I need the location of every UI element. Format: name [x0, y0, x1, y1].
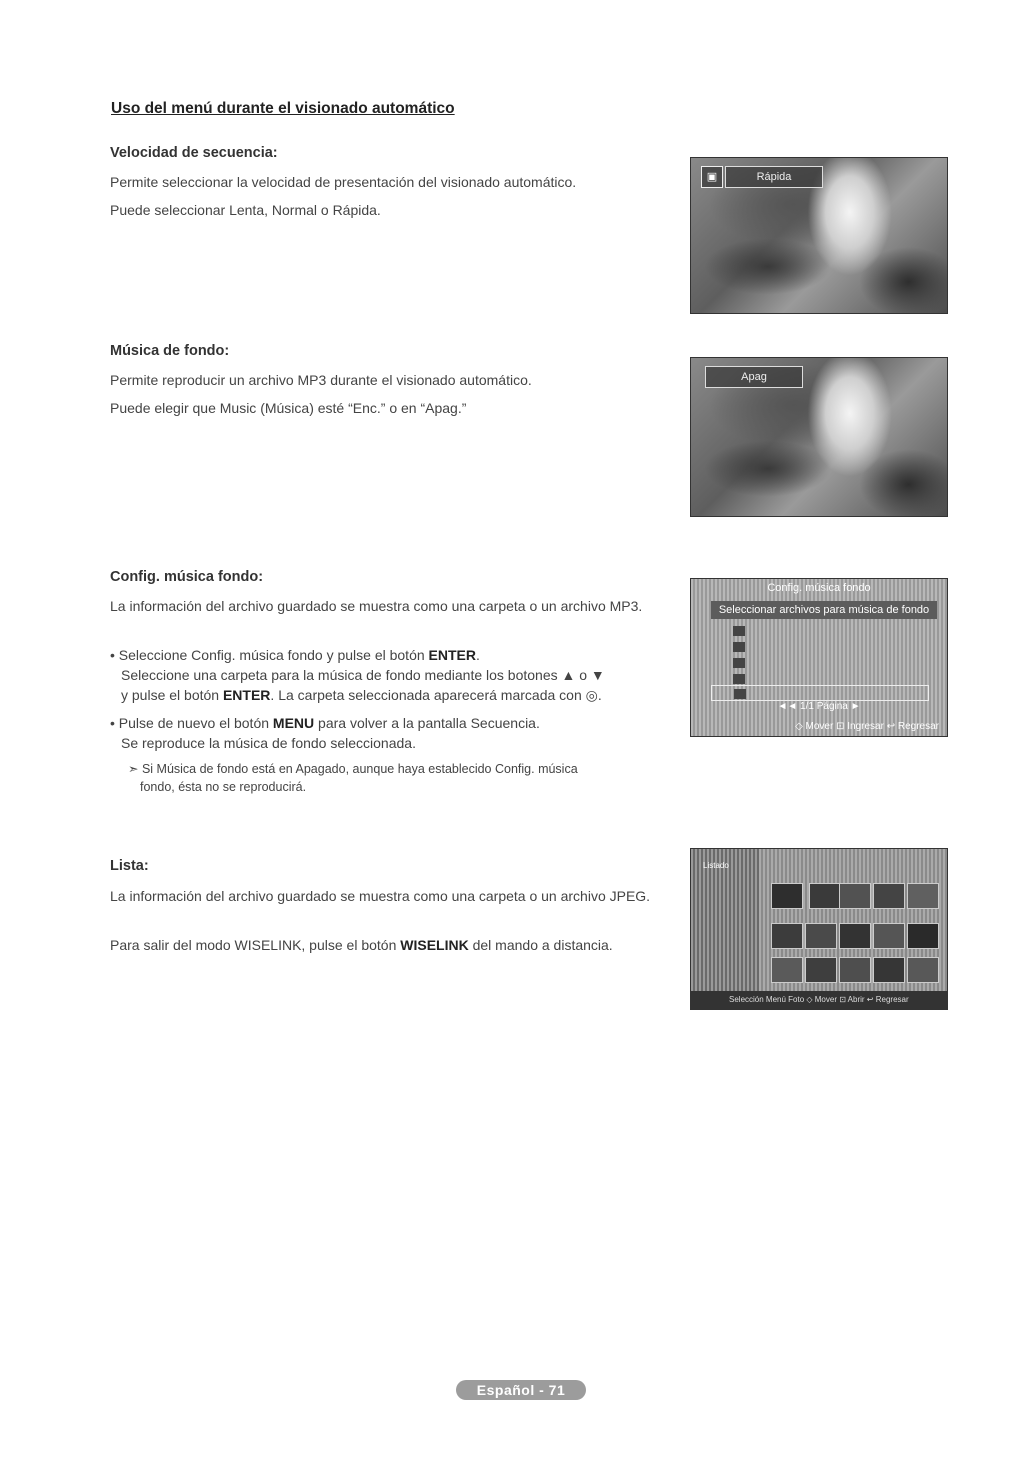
menu-key: MENU	[272, 715, 315, 731]
velocidad-text-2: Puede seleccionar Lenta, Normal o Rápida.	[110, 202, 381, 218]
list-sidebar-label: Listado	[703, 861, 729, 870]
config-bullet-1	[110, 645, 670, 705]
dialog-row	[711, 671, 927, 685]
config-bullet-2-b: para volver a la pantalla Secuencia.	[314, 715, 540, 731]
page-title: Uso del menú durante el visionado automático	[111, 100, 455, 117]
lista-text-2	[110, 935, 670, 955]
slideshow-icon: ▣	[701, 166, 723, 188]
thumbnail	[805, 923, 837, 949]
lista-text-1: La información del archivo guardado se muestra como una carpeta o un archivo JPEG.	[110, 888, 651, 904]
enter-key-2: ENTER	[222, 687, 271, 703]
config-text-1: La información del archivo guardado se muestra como una carpeta o un archivo MP3.	[110, 598, 643, 614]
thumbnail	[839, 883, 871, 909]
musica-text-1: Permite reproducir un archivo MP3 durante el visionado automático.	[110, 372, 532, 388]
thumbnail	[873, 957, 905, 983]
dialog-row-selected	[711, 685, 929, 701]
musica-heading: Música de fondo:	[110, 343, 230, 359]
thumbnail	[907, 883, 939, 909]
dialog-title: Config. música fondo	[767, 582, 871, 594]
config-note	[128, 760, 668, 796]
page-number: Español - 71	[456, 1380, 586, 1400]
config-bullet-2-a: • Pulse de nuevo el botón	[110, 715, 273, 731]
dialog-page: ◄◄ 1/1 Página ►	[777, 701, 861, 712]
list-footer: Selección Menú Foto ◇ Mover ⊡ Abrir ↩ Regresar	[691, 991, 947, 1009]
thumbnail	[907, 923, 939, 949]
config-bullet-2	[110, 713, 670, 753]
config-bullet-2-c: Se reproduce la música de fondo seleccionada.	[121, 735, 416, 751]
config-bullet-1-b: .	[476, 647, 480, 663]
musica-text-2: Puede elegir que Music (Música) esté “Enc.” o en “Apag.”	[110, 400, 467, 416]
config-bullet-1-e: . La carpeta seleccionada aparecerá marcada con ◎.	[270, 687, 602, 703]
enter-key-1: ENTER	[428, 647, 476, 663]
config-heading: Config. música fondo:	[110, 569, 264, 585]
config-bullet-1-c: Seleccione una carpeta para la música de fondo mediante los botones ▲ o ▼	[121, 667, 605, 683]
lista-heading: Lista:	[110, 858, 149, 874]
lista-text-2-b: del mando a distancia.	[468, 937, 613, 953]
dialog-row	[711, 623, 927, 637]
thumbnail	[809, 883, 841, 909]
config-note-b: fondo, ésta no se reproducirá.	[140, 780, 307, 794]
thumbnail	[771, 957, 803, 983]
thumbnail	[805, 957, 837, 983]
lista-screenshot	[690, 848, 948, 1010]
velocidad-screenshot	[690, 157, 948, 314]
thumbnail	[839, 923, 871, 949]
music-osd: Apag	[705, 366, 803, 388]
config-note-a: ➣ Si Música de fondo está en Apagado, aunque haya establecido Config. música	[128, 762, 578, 776]
thumbnail	[873, 883, 905, 909]
dialog-footer: ◇ Mover ⊡ Ingresar ↩ Regresar	[795, 721, 939, 732]
thumbnail	[873, 923, 905, 949]
thumbnail	[771, 923, 803, 949]
wiselink-key: WISELINK	[400, 937, 469, 953]
config-bullet-1-d: y pulse el botón	[121, 687, 223, 703]
dialog-row	[711, 639, 927, 653]
dialog-subtitle: Seleccionar archivos para música de fondo	[711, 601, 937, 619]
speed-osd: Rápida	[725, 166, 823, 188]
thumbnail	[839, 957, 871, 983]
lista-text-2-a: Para salir del modo WISELINK, pulse el botón	[110, 937, 401, 953]
thumbnail	[907, 957, 939, 983]
list-sidebar	[691, 849, 759, 1009]
musica-screenshot	[690, 357, 948, 517]
dialog-row	[711, 655, 927, 669]
thumbnail	[771, 883, 803, 909]
velocidad-heading: Velocidad de secuencia:	[110, 145, 278, 161]
config-screenshot	[690, 578, 948, 737]
velocidad-text-1: Permite seleccionar la velocidad de presentación del visionado automático.	[110, 174, 577, 190]
config-bullet-1-a: • Seleccione Config. música fondo y pulse el botón	[110, 647, 429, 663]
